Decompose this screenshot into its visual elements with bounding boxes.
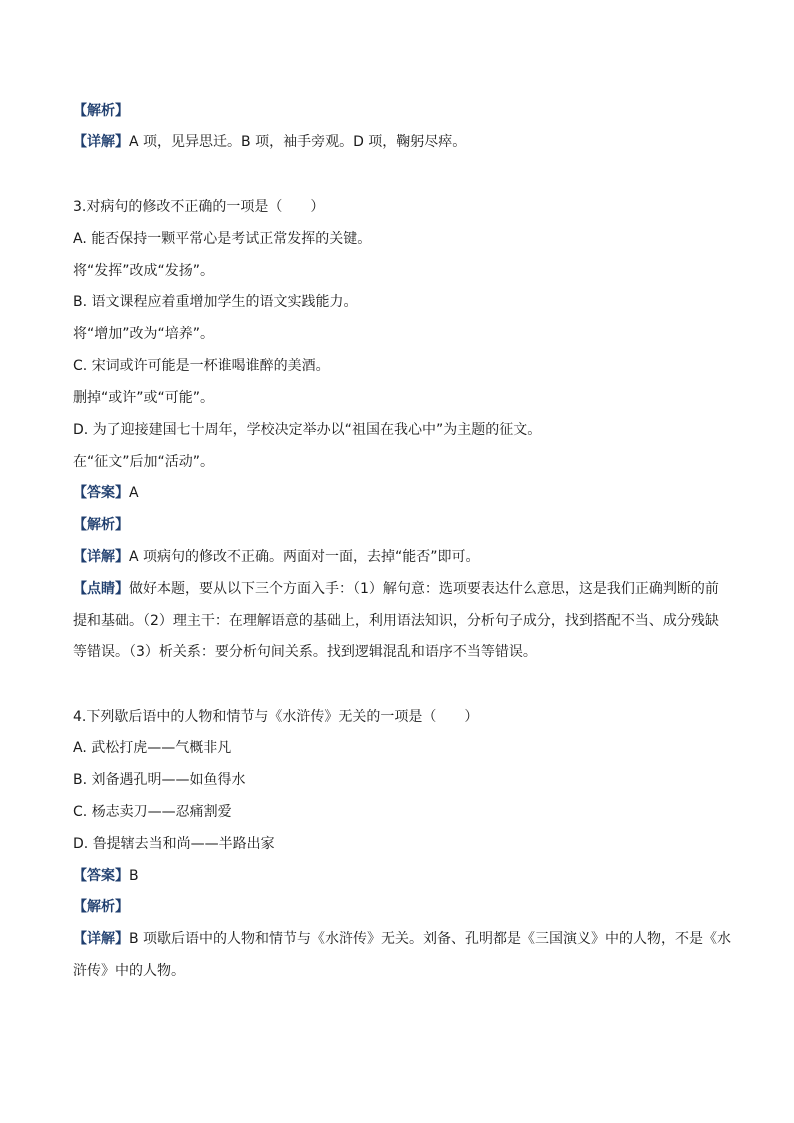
q3-analysis-heading [73, 515, 733, 535]
answer-label: 【答案】 [73, 868, 129, 884]
answer-value: A [129, 485, 139, 501]
detail-text: A 项，见异思迁。B 项，袖手旁观。D 项，鞠躬尽瘁。 [129, 134, 467, 150]
q3-option-a-fix: 将“发挥”改成“发扬”。 [73, 263, 215, 279]
analysis-label: 【解析】 [73, 517, 129, 533]
q4-option-c: C. 杨志卖刀——忍痛割爱 [73, 804, 232, 820]
q4-detail-line-2: 浒传》中的人物。 [73, 963, 185, 979]
q3-tip-line-2: 提和基础。（2）理主干：在理解语意的基础上，利用语法知识，分析句子成分，找到搭配不当、成分残缺 [73, 613, 719, 629]
detail-label: 【详解】 [73, 549, 129, 565]
q3-option-d-fix: 在“征文”后加“活动”。 [73, 454, 215, 470]
q3-tip-line-3: 等错误。（3）析关系：要分析句间关系。找到逻辑混乱和语序不当等错误。 [73, 644, 537, 660]
analysis-label: 【解析】 [73, 899, 129, 915]
q3-option-c: C. 宋词或许可能是一杯谁喝谁醉的美酒。 [73, 358, 330, 374]
q3-tip-line-1 [73, 579, 733, 599]
q3-detail [73, 547, 733, 567]
tip-label: 【点睛】 [73, 581, 129, 597]
analysis-heading-1 [73, 101, 733, 121]
q4-option-d: D. 鲁提辖去当和尚——半路出家 [73, 836, 275, 852]
q4-analysis-heading [73, 897, 733, 917]
answer-label: 【答案】 [73, 485, 129, 501]
q3-option-b-fix: 将“增加”改为“培养”。 [73, 326, 215, 342]
detail-line-1 [73, 132, 733, 152]
q3-option-c-fix: 删掉“或许”或“可能”。 [73, 390, 215, 406]
q3-option-a: A. 能否保持一颗平常心是考试正常发挥的关键。 [73, 231, 372, 247]
detail-text: B 项歇后语中的人物和情节与《水浒传》无关。刘备、孔明都是《三国演义》中的人物，不是《水 [129, 931, 732, 947]
detail-text: A 项病句的修改不正确。两面对一面，去掉“能否”即可。 [129, 549, 480, 565]
tip-text: 做好本题，要从以下三个方面入手：（1）解句意：选项要表达什么意思，这是我们正确判断的前 [129, 581, 719, 597]
question-3-stem: 3.对病句的修改不正确的一项是（ ） [73, 199, 325, 215]
q3-answer [73, 483, 733, 503]
q3-option-d: D. 为了迎接建国七十周年，学校决定举办以“祖国在我心中”为主题的征文。 [73, 422, 542, 438]
question-4-stem: 4.下列歇后语中的人物和情节与《水浒传》无关的一项是（ ） [73, 709, 479, 725]
q3-option-b: B. 语文课程应着重增加学生的语文实践能力。 [73, 294, 358, 310]
q4-option-a: A. 武松打虎——气概非凡 [73, 740, 232, 756]
q4-detail-line-1 [73, 929, 733, 949]
q4-option-b: B. 刘备遇孔明——如鱼得水 [73, 772, 246, 788]
analysis-label: 【解析】 [73, 103, 129, 119]
answer-value: B [129, 868, 139, 884]
detail-label: 【详解】 [73, 134, 129, 150]
q4-answer [73, 866, 733, 886]
detail-label: 【详解】 [73, 931, 129, 947]
